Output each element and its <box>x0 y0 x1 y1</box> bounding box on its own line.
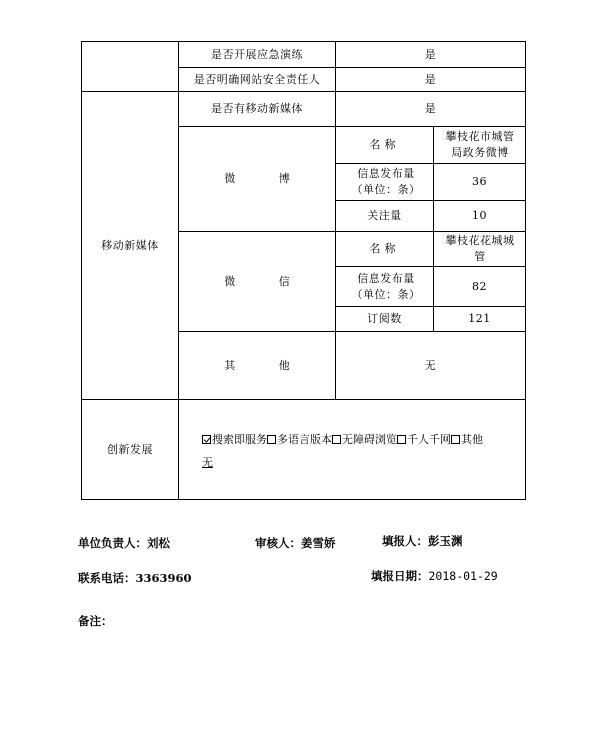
wechat-label: 微 信 <box>224 274 310 288</box>
drill-label: 是否开展应急演练 <box>211 47 303 61</box>
wechat-subscribers-value: 121 <box>468 312 491 325</box>
weibo-name-label: 名称 <box>369 138 400 151</box>
search-service-checkbox[interactable] <box>202 435 211 444</box>
weibo-posts-value: 36 <box>472 175 487 188</box>
innovation-options <box>202 431 483 449</box>
table-border-right <box>525 41 526 500</box>
reviewer-label: 审核人： <box>255 536 301 550</box>
unit-head <box>78 535 170 551</box>
multilingual-label: 多语言版本 <box>277 433 332 446</box>
other-label: 其 他 <box>224 358 310 372</box>
multilingual-checkbox[interactable] <box>267 435 276 444</box>
other-option-label: 其他 <box>461 433 483 446</box>
wechat-posts-label: 信息发布量（单位：条） <box>351 271 421 301</box>
phone-label: 联系电话： <box>78 571 136 585</box>
search-service-label: 搜索即服务 <box>212 433 267 446</box>
other-option-checkbox[interactable] <box>451 435 460 444</box>
phone-value: 3363960 <box>135 571 192 585</box>
has-new-media-value: 是 <box>424 102 437 115</box>
has-new-media-label: 是否有移动新媒体 <box>211 102 303 115</box>
responsible-value: 是 <box>424 72 437 86</box>
reviewer-value: 姜雪娇 <box>301 536 336 550</box>
accessibility-checkbox[interactable] <box>332 435 341 444</box>
drill-value: 是 <box>424 47 437 61</box>
wechat-posts-value: 82 <box>472 279 487 293</box>
wechat-name-value: 攀枝花花城城管 <box>445 234 515 263</box>
weibo-label: 微 博 <box>224 172 310 185</box>
reviewer <box>255 535 336 551</box>
date-value: 2018-01-29 <box>428 569 498 583</box>
personalized-checkbox[interactable] <box>397 435 406 444</box>
filler-value: 彭玉渊 <box>428 534 463 548</box>
phone <box>78 570 192 586</box>
responsible-label: 是否明确网站安全责任人 <box>193 72 321 86</box>
unit-head-label: 单位负责人： <box>78 536 147 550</box>
weibo-followers-label: 关注量 <box>367 209 402 222</box>
date-label: 填报日期： <box>371 569 429 583</box>
table-border-bottom <box>81 499 526 500</box>
mobile-section-label: 移动新媒体 <box>101 238 159 252</box>
personalized-label: 千人千网 <box>407 433 451 446</box>
accessibility-label: 无障碍浏览 <box>342 433 397 446</box>
innovation-other-value: 无 <box>202 456 213 469</box>
innovation-label: 创新发展 <box>107 442 153 456</box>
wechat-subscribers-label: 订阅数 <box>367 312 402 325</box>
other-value: 无 <box>424 358 437 372</box>
filler <box>382 533 463 549</box>
filler-label: 填报人： <box>382 534 428 548</box>
weibo-name-value: 攀枝花市城管局政务微博 <box>445 130 515 159</box>
weibo-posts-label: 信息发布量（单位：条） <box>351 167 421 196</box>
unit-head-value: 刘松 <box>147 536 170 550</box>
remark-label: 备注： <box>78 614 113 628</box>
weibo-followers-value: 10 <box>472 209 487 222</box>
date <box>371 568 498 584</box>
wechat-name-label: 名称 <box>369 242 400 255</box>
